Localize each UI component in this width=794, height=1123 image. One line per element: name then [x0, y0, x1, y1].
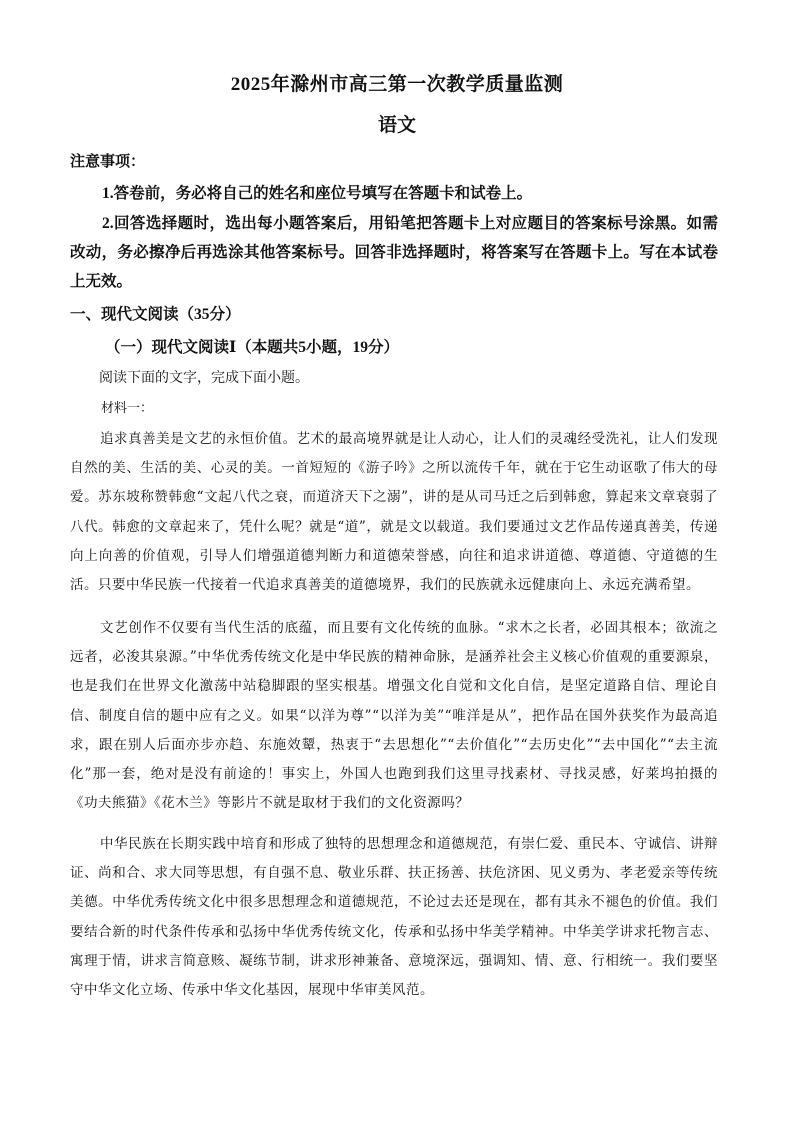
subject-title: 语文 — [377, 115, 416, 136]
material-label: 材料一： — [101, 400, 154, 415]
notice-item-2: 2.回答选择题时，选出每小题答案后，用铅笔把答题卡上对应题目的答案标号涂黑。如需改动，务必擦净后再选涂其他答案标号。回答非选择题时，将答案写在答题卡上。写在本试卷上无效。 — [70, 215, 718, 290]
notice-heading: 注意事项： — [70, 154, 146, 170]
page-title: 2025年滁州市高三第一次教学质量监测 — [230, 74, 564, 95]
subsection-heading: （一）现代文阅读Ⅰ（本题共5小题，19分） — [105, 339, 400, 356]
material-paragraph-2: 文艺创作不仅要有当代生活的底蕴，而且要有文化传统的血脉。“求木之长者，必固其根本；欲流之远者，必浚其泉源。”中华优秀传统文化是中华民族的精神命脉，是涵养社会主义核心价值观的重要源泉，也是我们在世界文化激荡中站稳脚跟的坚实根基。增强文化自觉和文化自信，是坚定道路自信、理论自信、制度自信的题中应有之义。如果“以洋为尊”“以洋为美”“唯洋是从”，把作品在国外获奖作为最高追求，跟在别人后面亦步亦趋、东施效颦，热衷于“去思想化”“去价值化”“去历史化”“去中国化”“去主流化”那一套，绝对是没有前途的！事实上，外国人也跑到我们这里寻找素材、寻找灵感，好莱坞拍摄的《功夫熊猫》《花木兰》等影片不就是取材于我们的文化资源吗？ — [70, 620, 718, 812]
reading-instruction: 阅读下面的文字，完成下面小题。 — [99, 371, 309, 386]
material-paragraph-1: 追求真善美是文艺的永恒价值。艺术的最高境界就是让人动心，让人们的灵魂经受洗礼，让人们发现自然的美、生活的美、心灵的美。一首短短的《游子吟》之所以流传千年，就在于它生动讴歌了伟大的母爱。苏东坡称赞韩愈“文起八代之衰，而道济天下之溺”，讲的是从司马迁之后到韩愈，算起来文章衰弱了八代。韩愈的文章起来了，凭什么呢？就是“道”，就是文以载道。我们要通过文艺作品传递真善美，传递向上向善的价值观，引导人们增强道德判断力和道德荣誉感，向往和追求讲道德、尊道德、守道德的生活。只要中华民族一代接着一代追求真善美的道德境界，我们的民族就永远健康向上、永远充满希望。 — [70, 431, 718, 594]
material-paragraph-3: 中华民族在长期实践中培育和形成了独特的思想理念和道德规范，有崇仁爱、重民本、守诚信、讲辩证、尚和合、求大同等思想，有自强不息、敬业乐群、扶正扬善、扶危济困、见义勇为、孝老爱亲等传统美德。中华优秀传统文化中很多思想理念和道德规范，不论过去还是现在，都有其永不褪色的价值。我们要结合新的时代条件传承和弘扬中华优秀传统文化，传承和弘扬中华美学精神。中华美学讲求托物言志、寓理于情，讲求言简意赅、凝练节制，讲求形神兼备、意境深远，强调知、情、意、行相统一。我们要坚守中华文化立场、传承中华文化基因，展现中华审美风范。 — [70, 836, 718, 999]
notice-item-1: 1.答卷前，务必将自己的姓名和座位号填写在答题卡和试卷上。 — [102, 185, 533, 202]
section-heading: 一、现代文阅读（35分） — [70, 306, 241, 323]
